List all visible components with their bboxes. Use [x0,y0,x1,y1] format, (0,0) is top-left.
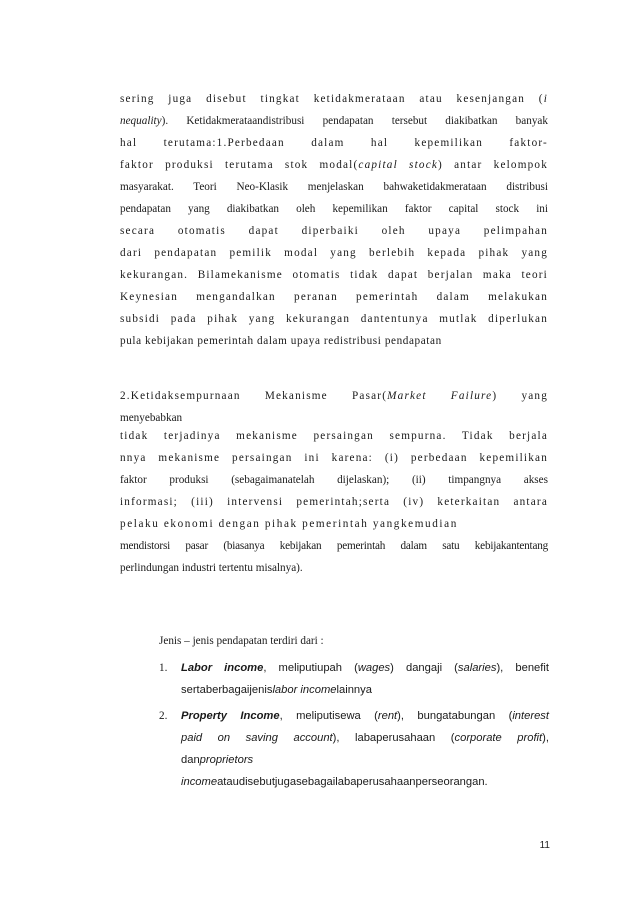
text-line: menyebabkan [120,412,183,424]
text-line: pelaku ekonomi dengan pihak pemerintah yangkemudian [120,518,458,530]
text-line: mendistorsi pasar (biasanya kebijakan pemerintah dalam satu kebijakantentang [120,540,548,552]
text-line: masyarakat. Teori Neo-Klasik menjelaskan bahwaketidakmerataan distribusi [120,181,548,193]
text-line: subsidi pada pihak yang kekurangan dantentunya mutlak diperlukan [120,313,548,325]
text-line: tidak terjadinya mekanisme persaingan sempurna. Tidak berjala [120,430,548,442]
text-line: secara otomatis dapat diperbaiki oleh upaya pelimpahan [120,225,548,237]
list-item-number: 1. [159,662,168,674]
text-line: sering juga disebut tingkat ketidakmerataan atau kesenjangan (i [120,93,548,105]
text-line: kekurangan. Bilamekanisme otomatis tidak dapat berjalan maka teori [120,269,548,281]
text-line: Labor income, meliputiupah (wages) dangaji (salaries), benefit [181,662,549,674]
text-line: pula kebijakan pemerintah dalam upaya redistribusi pendapatan [120,335,442,347]
text-line: dari pendapatan pemilik modal yang berlebih kepada pihak yang [120,247,548,259]
text-line: pendapatan yang diakibatkan oleh kepemilikan faktor capital stock ini [120,203,548,215]
text-line: sertaberbagaijenislabor incomelainnya [181,684,372,696]
text-line: faktor produksi (sebagaimanatelah dijelaskan); (ii) timpangnya akses [120,474,548,486]
text-line: incomeataudisebutjugasebagailabaperusahaanperseorangan. [181,776,488,788]
list-intro: Jenis – jenis pendapatan terdiri dari : [159,635,324,647]
text-line: danproprietors [181,754,254,766]
list-item-number: 2. [159,710,168,722]
text-line: informasi; (iii) intervensi pemerintah;serta (iv) keterkaitan antara [120,496,548,508]
text-line: nequality). Ketidakmerataandistribusi pendapatan tersebut diakibatkan banyak [120,115,548,127]
text-line: faktor produksi terutama stok modal(capital stock) antar kelompok [120,159,548,171]
text-line: hal terutama:1.Perbedaan dalam hal kepemilikan faktor- [120,137,548,149]
page-number: 11 [539,840,550,851]
text-line: perlindungan industri tertentu misalnya). [120,562,303,574]
text-line: Keynesian mengandalkan peranan pemerintah dalam melakukan [120,291,548,303]
text-line: nnya mekanisme persaingan ini karena: (i) perbedaan kepemilikan [120,452,548,464]
text-line: paid on saving account), labaperusahaan (corporate profit), [181,732,549,744]
text-line: Property Income, meliputisewa (rent), bungatabungan (interest [181,710,549,722]
text-line: 2.Ketidaksempurnaan Mekanisme Pasar(Market Failure) yang [120,390,548,402]
